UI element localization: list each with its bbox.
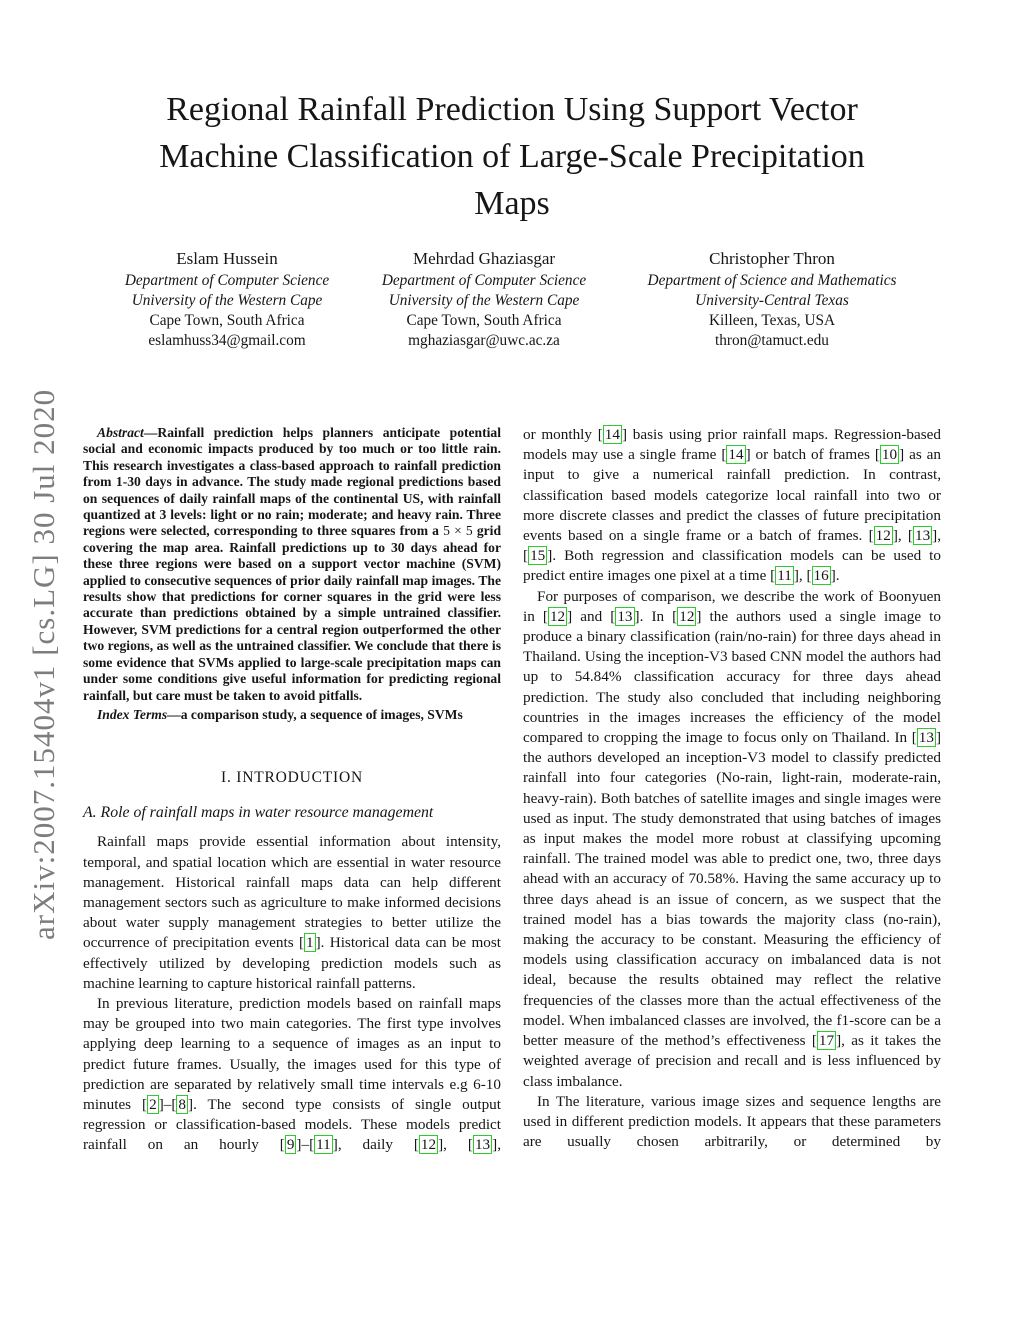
author-university: University-Central Texas — [695, 292, 849, 309]
citation-link[interactable]: [ 10 ] — [874, 446, 905, 464]
citation-number: 12 — [549, 607, 566, 625]
arxiv-watermark: arXiv:2007.15404v1 [cs.LG] 30 Jul 2020 — [26, 388, 61, 940]
subsection-heading-a: A. Role of rainfall maps in water resource management — [83, 804, 434, 822]
author-block — [125, 248, 329, 351]
author-location: Killeen, Texas, USA — [708, 312, 836, 329]
paper-title-line: Regional Rainfall Prediction Using Support Vector — [166, 91, 858, 128]
citation-link[interactable]: [ 1 ] — [298, 934, 321, 952]
citation-number: 15 — [530, 547, 546, 565]
citation-link[interactable]: [ 12 ] — [868, 527, 898, 545]
citation-number: 12 — [875, 527, 891, 545]
citation-link[interactable]: [ 11 ] — [770, 567, 799, 585]
body-paragraph: For purposes of comparison, we describe the work of Boonyuen in [ 12 ] and [ 13 ]. In [ 12 ] the authors used a single image to produce a binary classification (rain/no-rain) for three days ahead in Thailand. Using the inception-V3 based CNN model the authors had up to 54.84% classification accuracy for three days ahead prediction. The study also concluded that including neighboring countries in the images increases the efficiency of the model compared to cropping the image to focus only on Thailand. In [ 13 ] the authors developed an inception-V3 model to classify predicted rainfall into four categories (No-rain, light-rain, moderate-rain, heavy-rain). Both batches of satellite images and single images were used as input. The study demonstrated that using batches of images as input makes the model more robust at classifying upcoming rainfall. The trained model was able to predict one, two, three days ahead with an accuracy of 70.58%. Having the same accuracy up to three days ahead is an issue of concern, as we suspect that the trained model has a bias towards the majority class (no-rain), making the accuracy to be constant. Measuring the efficiency of models using classification accuracy on imbalanced data is not ideal, because the results obtained may reflect the relative frequencies of the classes more than the actual effectiveness of the model. When imbalanced classes are involved, the f1-score can be a better measure of the method’s effectiveness [ 17 ], as it takes the weighted average of precision and recall and is less influenced by class imbalance. — [523, 587, 941, 1090]
body-paragraph: In The literature, various image sizes and sequence lengths are used in different prediction models. It appears that these parameters are usually chosen arbitrarily, or determined by — [523, 1092, 941, 1151]
content-columns — [83, 425, 941, 1156]
citation-number: 14 — [728, 446, 744, 464]
author-email: eslamhuss34@gmail.com — [148, 332, 306, 349]
left-column — [83, 425, 501, 1156]
citation-number: 13 — [474, 1136, 491, 1154]
author-name: Christopher Thron — [709, 249, 835, 268]
citation-link[interactable]: [ 11 ] — [309, 1136, 338, 1154]
citation-link[interactable]: [ 15 ] — [523, 547, 553, 565]
citation-number: 13 — [918, 729, 934, 747]
citation-number: 1 — [306, 934, 314, 952]
author-university: University of the Western Cape — [131, 292, 323, 309]
author-department: Department of Computer Science — [124, 272, 330, 289]
citation-number: 11 — [316, 1136, 331, 1154]
author-block — [382, 248, 586, 351]
citation-link[interactable]: [ 14 ] — [721, 446, 751, 464]
citation-link[interactable]: [ 17 ] — [811, 1032, 842, 1050]
citation-link[interactable]: [ 16 ] — [806, 567, 836, 585]
index-terms: Index Terms—a comparison study, a sequence of images, SVMs — [97, 706, 463, 722]
paper-title — [40, 86, 984, 227]
author-block — [648, 248, 897, 351]
citation-link[interactable]: [ 13 ] — [911, 729, 941, 747]
author-name: Eslam Hussein — [176, 249, 278, 268]
citation-number: 2 — [149, 1095, 157, 1113]
paper-title-line: Maps — [474, 185, 550, 222]
citation-number: 8 — [178, 1095, 187, 1113]
citation-number: 9 — [286, 1136, 295, 1154]
citation-number: 12 — [679, 607, 695, 625]
author-email: mghaziasgar@uwc.ac.za — [408, 332, 560, 349]
author-university: University of the Western Cape — [388, 292, 580, 309]
section-heading-introduction: I. INTRODUCTION — [220, 769, 363, 787]
author-department: Department of Computer Science — [381, 272, 587, 289]
citation-link[interactable]: [ 13 ] — [907, 527, 938, 545]
citation-number: 17 — [818, 1032, 835, 1050]
citation-number: 13 — [914, 527, 931, 545]
citation-link[interactable]: [ 14 ] — [597, 426, 628, 443]
body-paragraph: In previous literature, prediction models based on rainfall maps may be grouped into two main categories. The first type involves applying deep learning to a sequence of images as an input to predict future frames. Usually, the images used for this type of prediction are separated by relatively small time intervals e.g 6-10 minutes [ 2 ]–[ 8 ]. The second type consists of single output regression or classification-based models. These models predict rainfall on an hourly [ 9 ]–[ 11 ], daily [ 12 ], [ 13 ], — [83, 994, 501, 1154]
citation-link[interactable]: [ 12 ] — [413, 1136, 444, 1154]
citation-number: 14 — [604, 426, 620, 443]
body-paragraph: Rainfall maps provide essential information about intensity, temporal, and spatial location which are essential in water resource management. Historical rainfall maps data can help different management sectors such as agriculture to make informed decisions about water supply management strategies to better utilize the occurrence of precipitation events [ 1 ]. Historical data can be most effectively utilized by developing prediction models such as machine learning to capture historical rainfall patterns. — [83, 833, 501, 992]
body-paragraph: or monthly [ 14 ] basis using prior rainfall maps. Regression-based models may use a single frame [ 14 ] or batch of frames [ 10 ] as an input to give a numerical rainfall prediction. In contrast, classification based models categorize local rainfall into two or more discrete classes and predict the classes of future precipitation events based on a single frame or a batch of frames. [ 12 ], [ 13 ], [ 15 ]. Both regression and classification models can be used to predict entire images one pixel at a time [ 11 ], [ 16 ]. — [523, 426, 942, 585]
author-section — [0, 248, 1024, 352]
author-department: Department of Science and Mathematics — [647, 272, 897, 289]
citation-number: 16 — [813, 567, 829, 585]
author-location: Cape Town, South Africa — [149, 312, 305, 329]
citation-link[interactable]: [ 2 ] — [142, 1095, 164, 1113]
citation-link[interactable]: [ 13 ] — [610, 607, 640, 625]
paper-title-line: Machine Classification of Large-Scale Precipitation — [159, 138, 865, 175]
abstract-paragraph: Abstract—Rainfall prediction helps planners anticipate potential social and economic impacts produced by too much or too little rain. This research investigates a class-based approach to rainfall prediction from 1-30 days in advance. The study made regional predictions based on sequences of daily rainfall maps of the continental US, with rainfall quantized at 3 levels: light or no rain; moderate; and heavy rain. Three regions were selected, corresponding to three squares from a 5 × 5 grid covering the map area. Rainfall predictions up to 30 days ahead for these three regions were based on a support vector machine (SVM) applied to consecutive sequences of prior daily rainfall map images. The results show that predictions for corner squares in the grid were less accurate than predictions obtained by a simple untrained classifier. However, SVM predictions for a central region outperformed the other two regions, as well as the untrained classifier. We conclude that there is some evidence that SVMs applied to large-scale precipitation maps can under some conditions give useful information for predicting regional rainfall, but care must be taken to avoid pitfalls. — [83, 425, 502, 703]
citation-link[interactable]: [ 12 ] — [542, 607, 573, 625]
citation-link[interactable]: [ 9 ] — [279, 1136, 302, 1154]
citation-link[interactable]: [ 12 ] — [672, 607, 702, 625]
author-name: Mehrdad Ghaziasgar — [412, 249, 556, 268]
author-email: thron@tamuct.edu — [715, 332, 829, 349]
right-column — [523, 425, 941, 1156]
citation-number: 11 — [777, 567, 792, 585]
author-location: Cape Town, South Africa — [406, 312, 562, 329]
citation-number: 13 — [617, 607, 633, 625]
citation-number: 12 — [420, 1136, 437, 1154]
citation-number: 10 — [881, 446, 898, 464]
citation-link[interactable]: [ 13 ] — [467, 1136, 498, 1154]
citation-link[interactable]: [ 8 ] — [171, 1095, 194, 1113]
